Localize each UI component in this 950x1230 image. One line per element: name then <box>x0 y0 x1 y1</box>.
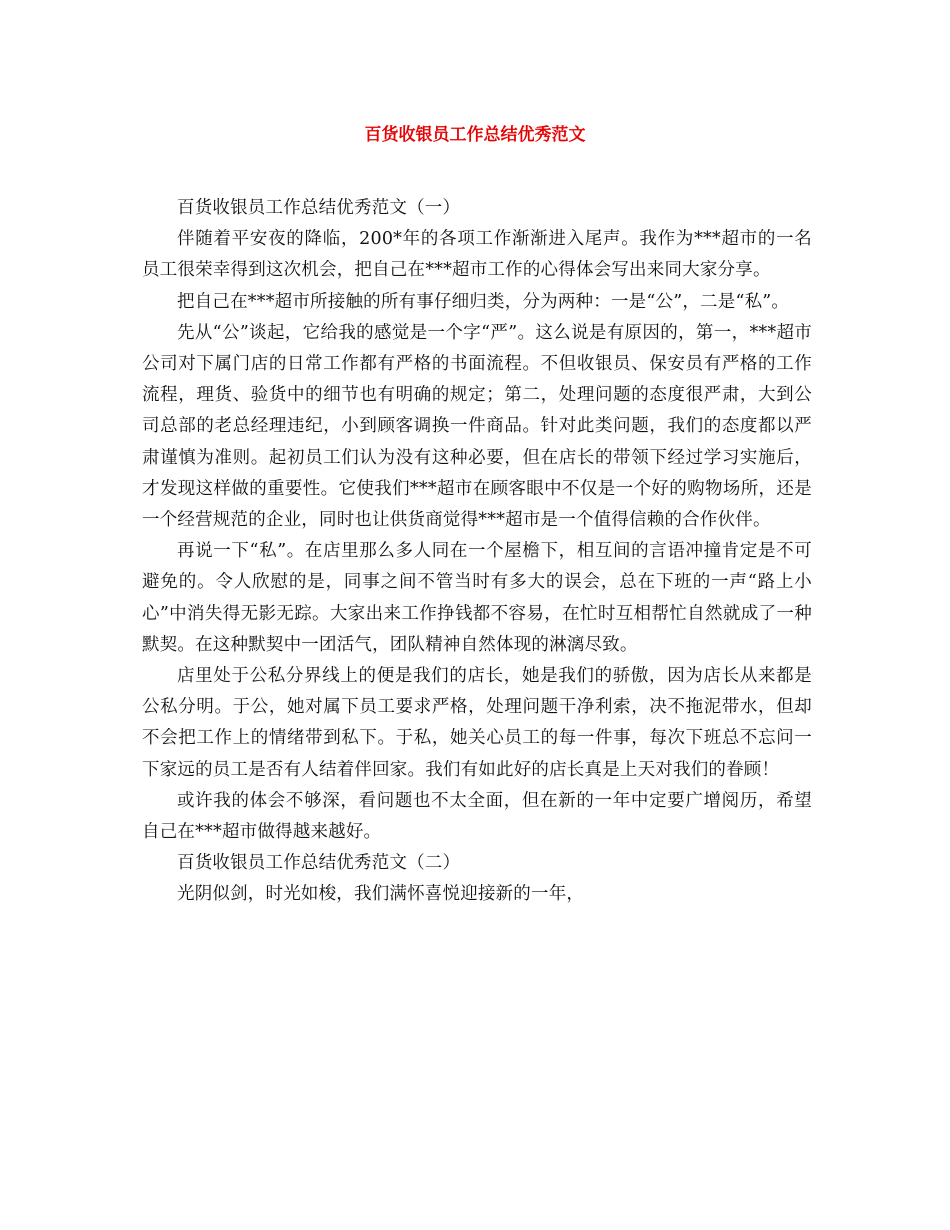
paragraph: 光阴似剑，时光如梭，我们满怀喜悦迎接新的一年， <box>177 884 585 905</box>
document-title: 百货收银员工作总结优秀范文 <box>364 125 586 145</box>
section-heading-1: 百货收银员工作总结优秀范文（一） <box>177 198 461 218</box>
section-heading-2: 百货收银员工作总结优秀范文（二） <box>177 853 461 874</box>
paragraph: 店里处于公私分界线上的便是我们的店长，她是我们的骄傲，因为店长从来都是公私分明。于公，她对属下员工要求严格，处理问题干净利索，决不拖泥带水，但却不会把工作上的情绪带到私下。于私，她关心员工的每一件事，每次下班总不忘问一下家远的员工是否有人结着伴回家。我们有如此好的店长真是上天对我们的眷顾！ <box>142 666 812 780</box>
paragraph: 把自己在***超市所接触的所有事仔细归类，分为两种：一是“公”，二是“私”。 <box>177 291 790 312</box>
paragraph: 再说一下“私”。在店里那么多人同在一个屋檐下，相互间的言语冲撞肯定是不可避免的。令人欣慰的是，同事之间不管当时有多大的误会，总在下班的一声“路上小心”中消失得无影无踪。大家出来工作挣钱都不容易，在忙时互相帮忙自然就成了一种默契。在这种默契中一团活气，团队精神自然体现的淋漓尽致。 <box>142 541 812 655</box>
document-body <box>142 193 812 911</box>
paragraph: 伴随着平安夜的降临，200*年的各项工作渐渐进入尾声。我作为***超市的一名员工很荣幸得到这次机会，把自己在***超市工作的心得体会写出来同大家分享。 <box>142 229 812 281</box>
paragraph: 先从“公”谈起，它给我的感觉是一个字“严”。这么说是有原因的，第一，***超市公司对下属门店的日常工作都有严格的书面流程。不但收银员、保安员有严格的工作流程，理货、验货中的细节也有明确的规定；第二，处理问题的态度很严肃，大到公司总部的老总经理违纪，小到顾客调换一件商品。针对此类问题，我们的态度都以严肃谨慎为准则。起初员工们认为没有这种必要，但在店长的带领下经过学习实施后，才发现这样做的重要性。它使我们***超市在顾客眼中不仅是一个好的购物场所，还是一个经营规范的企业，同时也让供货商觉得***超市是一个值得信赖的合作伙伴。 <box>142 322 812 531</box>
paragraph: 或许我的体会不够深，看问题也不太全面，但在新的一年中定要广增阅历，希望自己在***超市做得越来越好。 <box>142 790 812 843</box>
